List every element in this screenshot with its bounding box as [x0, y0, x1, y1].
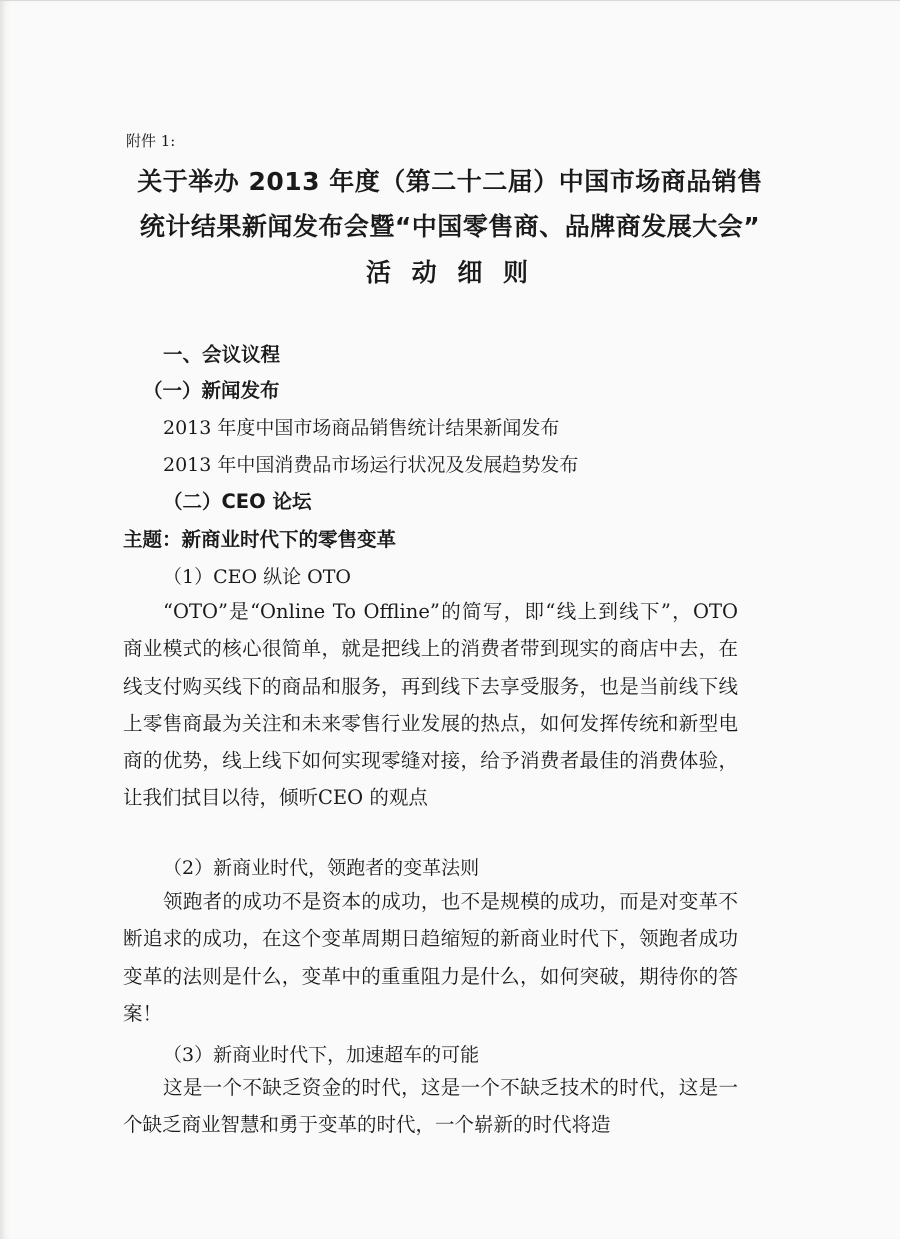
news-item-1: 2013 年度中国市场商品销售统计结果新闻发布	[163, 417, 560, 439]
subsection-heading-ceo-forum: （二）CEO 论坛	[163, 490, 312, 513]
theme-heading: 主题：新商业时代下的零售变革	[123, 528, 397, 551]
topic-2-heading: （2）新商业时代，领跑者的变革法则	[163, 857, 480, 879]
title-line-2: 统计结果新闻发布会暨“中国零售商、品牌商发展大会”	[139, 212, 761, 241]
topic-3-heading: （3）新商业时代下，加速超车的可能	[163, 1044, 480, 1066]
title-line-1: 关于举办 2013 年度（第二十二届）中国市场商品销售	[137, 167, 763, 196]
subsection-heading-news: （一）新闻发布	[143, 379, 280, 402]
topic-3-paragraph: 这是一个不缺乏资金的时代，这是一个不缺乏技术的时代，这是一个缺乏商业智慧和勇于变革的时代，一个崭新的时代将造	[123, 1076, 738, 1137]
title-line-3: 活 动 细 则	[365, 258, 535, 287]
attachment-label: 附件 1:	[126, 132, 176, 150]
section-heading-agenda: 一、会议议程	[163, 343, 281, 366]
topic-1-heading: （1）CEO 纵论 OTO	[163, 566, 351, 588]
topic-1-paragraph: “OTO”是“Online To Offline”的简写，即“线上到线下”，OTO 商业模式的核心很简单，就是把线上的消费者带到现实的商店中去，在线支付购买线下的商品和服务，再到线下去享受服务，也是当前线下线上零售商最为关注和未来零售行业发展的热点，如何发挥传统和新型电商的优势，线上线下如何实现零缝对接，给予消费者最佳的消费体验，让我们拭目以待，倾听CEO 的观点	[123, 600, 738, 810]
topic-2-paragraph: 领跑者的成功不是资本的成功，也不是规模的成功，而是对变革不断追求的成功，在这个变革周期日趋缩短的新商业时代下，领跑者成功变革的法则是什么，变革中的重重阻力是什么，如何突破，期待你的答案！	[123, 890, 738, 1025]
news-item-2: 2013 年中国消费品市场运行状况及发展趋势发布	[163, 454, 579, 476]
